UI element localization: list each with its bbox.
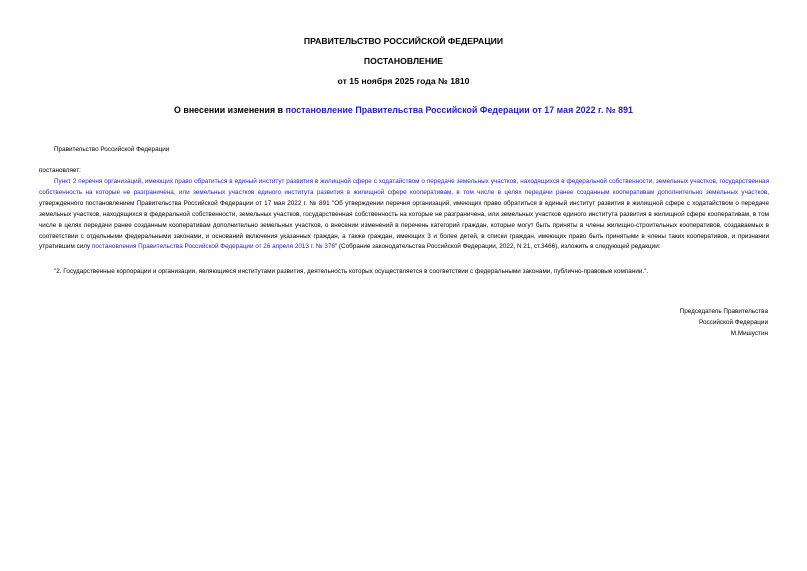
document-type: ПОСТАНОВЛЕНИЕ (363, 56, 444, 66)
decrees-label: постановляет: (39, 167, 81, 174)
signature-position: Председатель Правительства (679, 308, 768, 315)
document-heading (0, 105, 807, 115)
paragraph-text: , утвержденного постановлением Правительства Российской Федерации от 17 мая 2022 г. № 891 "Об утверждении перечня организаций, имеющих право обратиться в единый институт развития в жилищной сфере с ходатайством о передаче земельных участков, находящихся в федеральной собственности, земельных участков, государственная собственность на которые не разграничена, или земельных участков единого института развития в жилищной сфере кооперативам, в том числе в целях передачи ранее созданным кооперативам дополнительно земельных участков, о внесении изменений в перечень категорий граждан, которые могут быть приняты в члены жилищно-строительных кооперативов, создаваемых в соответствии с отдельными федеральными законами, и оснований включения указанных граждан, а также граждан, имеющих 3 и более детей, в списки граждан, имеющих право быть принятыми в члены таких кооперативов, и признании утратившим силу (39, 188, 769, 251)
signature-org: Российской Федерации (699, 318, 768, 326)
amendment-paragraph (39, 177, 769, 253)
government-name: Правительство Российской Федерации (54, 146, 170, 153)
signature-block (680, 307, 768, 340)
heading-prefix: О внесении изменения в (173, 105, 286, 115)
document-date-number: от 15 ноября 2025 года № 1810 (337, 76, 470, 86)
heading-decree-link[interactable]: постановление Правительства Российской Федерации от 17 мая 2022 г. № 891 (285, 105, 634, 115)
government-title: ПРАВИТЕЛЬСТВО РОССИЙСКОЙ ФЕДЕРАЦИИ (303, 36, 504, 46)
signature-name: М.Мишустин (730, 329, 768, 337)
new-wording-quote: "2. Государственные корпорации и организации, являющиеся институтами развития, деятельность которых осуществляется в соответствии с федеральными законами, публично-правовые компании.". (54, 268, 649, 275)
paragraph-end-text: " (Собрание законодательства Российской Федерации, 2022, N 21, ст.3466), изложить в следующей редакции: (334, 243, 661, 251)
repealed-decree-link[interactable]: постановления Правительства Российской Федерации от 26 апреля 2013 г. № 376 (91, 243, 335, 251)
paragraph-item-link[interactable]: Пункт 2 перечня организаций, имеющих право обратиться в единый институт развития в жилищной сфере с ходатайством о передаче земельных участков, находящихся в федеральной собственности, земельных участков, государственная собственность на которые не разграничена, или земельных участков единого института развития в жилищной сфере кооперативам, в том числе в целях передачи ранее созданным кооперативам дополнительно земельных участков (39, 178, 769, 196)
